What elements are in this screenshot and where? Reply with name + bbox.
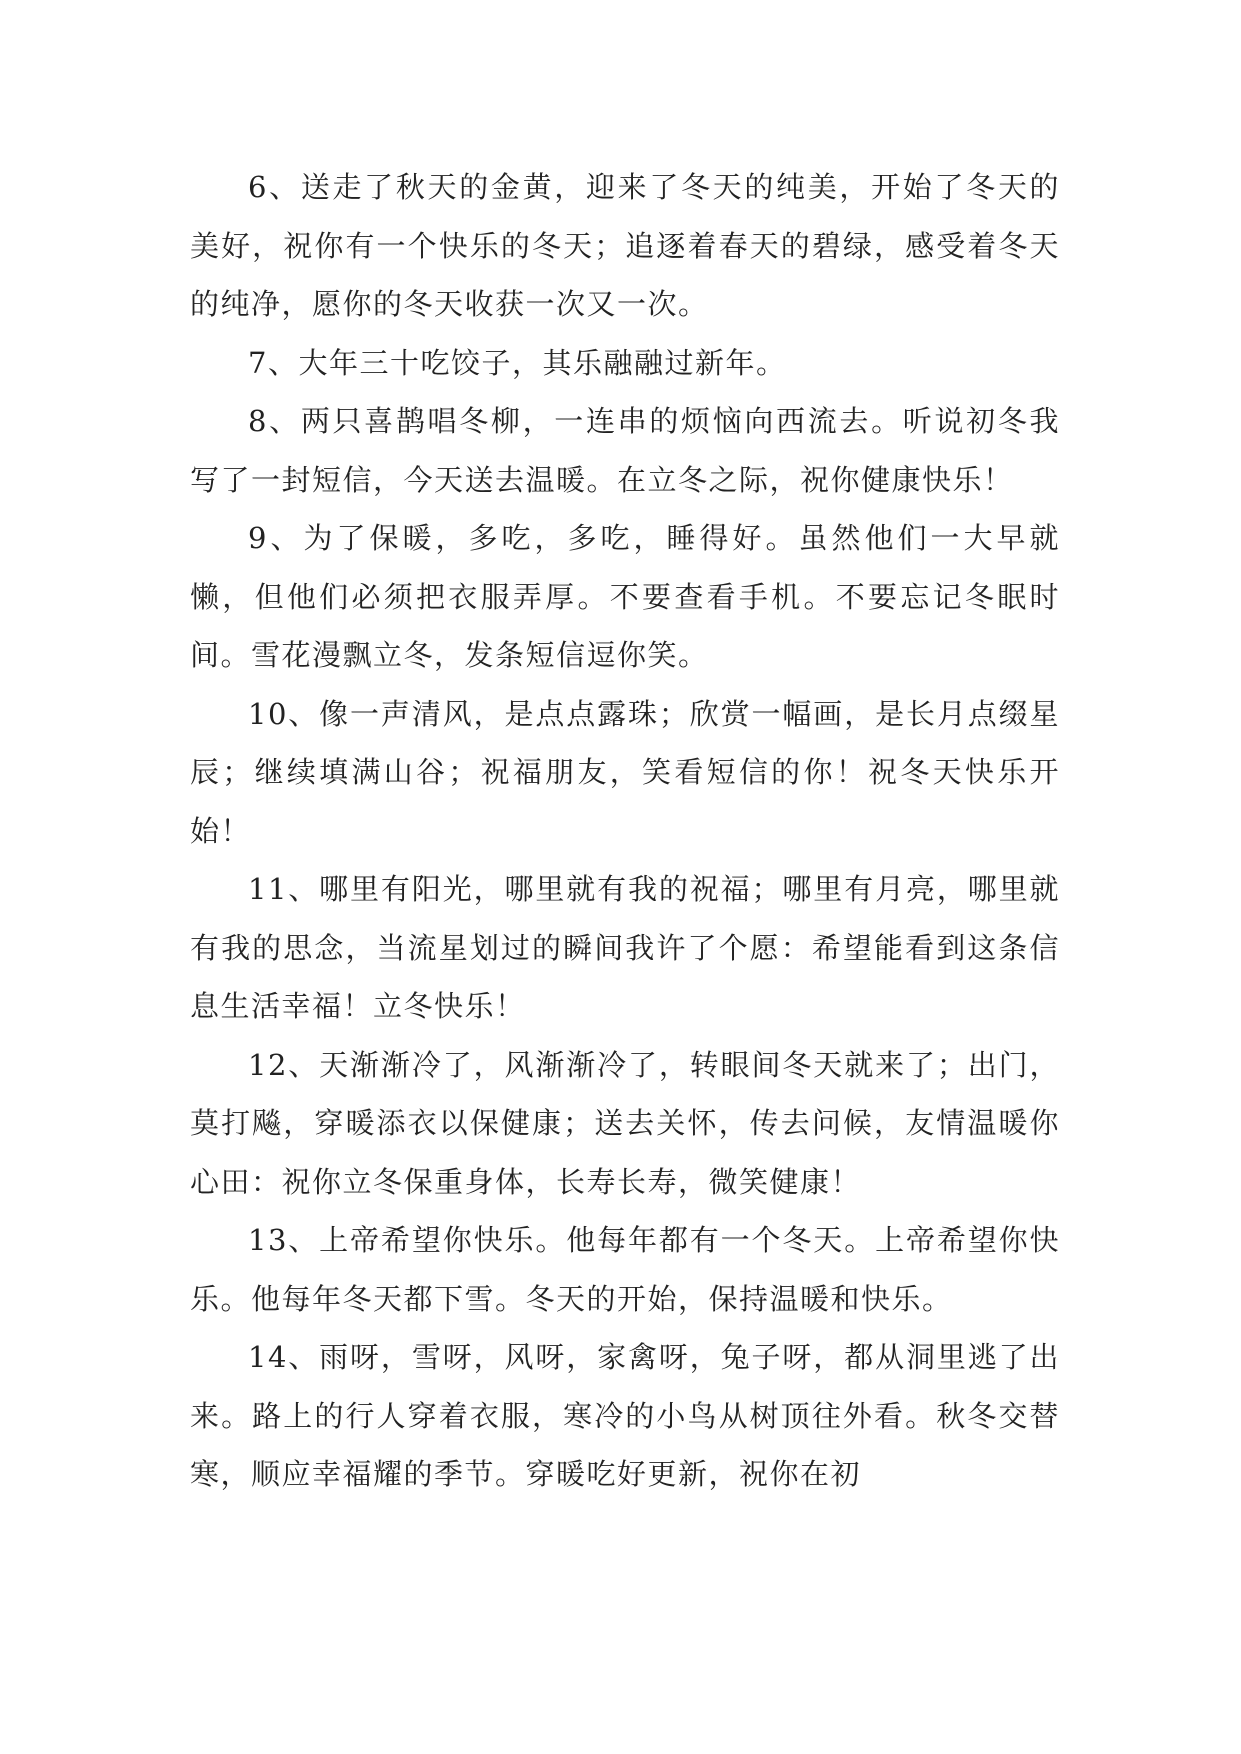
paragraph-12: 12、天渐渐冷了，风渐渐冷了，转眼间冬天就来了；出门，莫打飚，穿暖添衣以保健康；送去关怀，传去问候，友情温暖你心田：祝你立冬保重身体，长寿长寿，微笑健康！ <box>190 1047 1060 1199</box>
paragraph-14: 14、雨呀，雪呀，风呀，家禽呀，兔子呀，都从洞里逃了出来。路上的行人穿着衣服，寒冷的小鸟从树顶往外看。秋冬交替寒，顺应幸福耀的季节。穿暖吃好更新，祝你在初 <box>190 1340 1060 1491</box>
paragraph-13: 13、上帝希望你快乐。他每年都有一个冬天。上帝希望你快乐。他每年冬天都下雪。冬天的开始，保持温暖和快乐。 <box>190 1223 1060 1316</box>
paragraph-10: 10、像一声清风，是点点露珠；欣赏一幅画，是长月点缀星辰；继续填满山谷；祝福朋友，笑看短信的你！祝冬天快乐开始！ <box>190 696 1060 848</box>
document-body <box>190 158 1060 1504</box>
paragraph-6: 6、送走了秋天的金黄，迎来了冬天的纯美，开始了冬天的美好，祝你有一个快乐的冬天；追逐着春天的碧绿，感受着冬天的纯净，愿你的冬天收获一次又一次。 <box>190 170 1060 321</box>
paragraph-9: 9、为了保暖，多吃，多吃，睡得好。虽然他们一大早就懒，但他们必须把衣服弄厚。不要查看手机。不要忘记冬眠时间。雪花漫飘立冬，发条短信逗你笑。 <box>190 521 1060 672</box>
paragraph-8: 8、两只喜鹊唱冬柳，一连串的烦恼向西流去。听说初冬我写了一封短信，今天送去温暖。在立冬之际，祝你健康快乐！ <box>190 404 1060 497</box>
paragraph-7: 7、大年三十吃饺子，其乐融融过新年。 <box>248 345 787 380</box>
paragraph-11: 11、哪里有阳光，哪里就有我的祝福；哪里有月亮，哪里就有我的思念，当流星划过的瞬间我许了个愿：希望能看到这条信息生活幸福！立冬快乐！ <box>190 872 1060 1023</box>
